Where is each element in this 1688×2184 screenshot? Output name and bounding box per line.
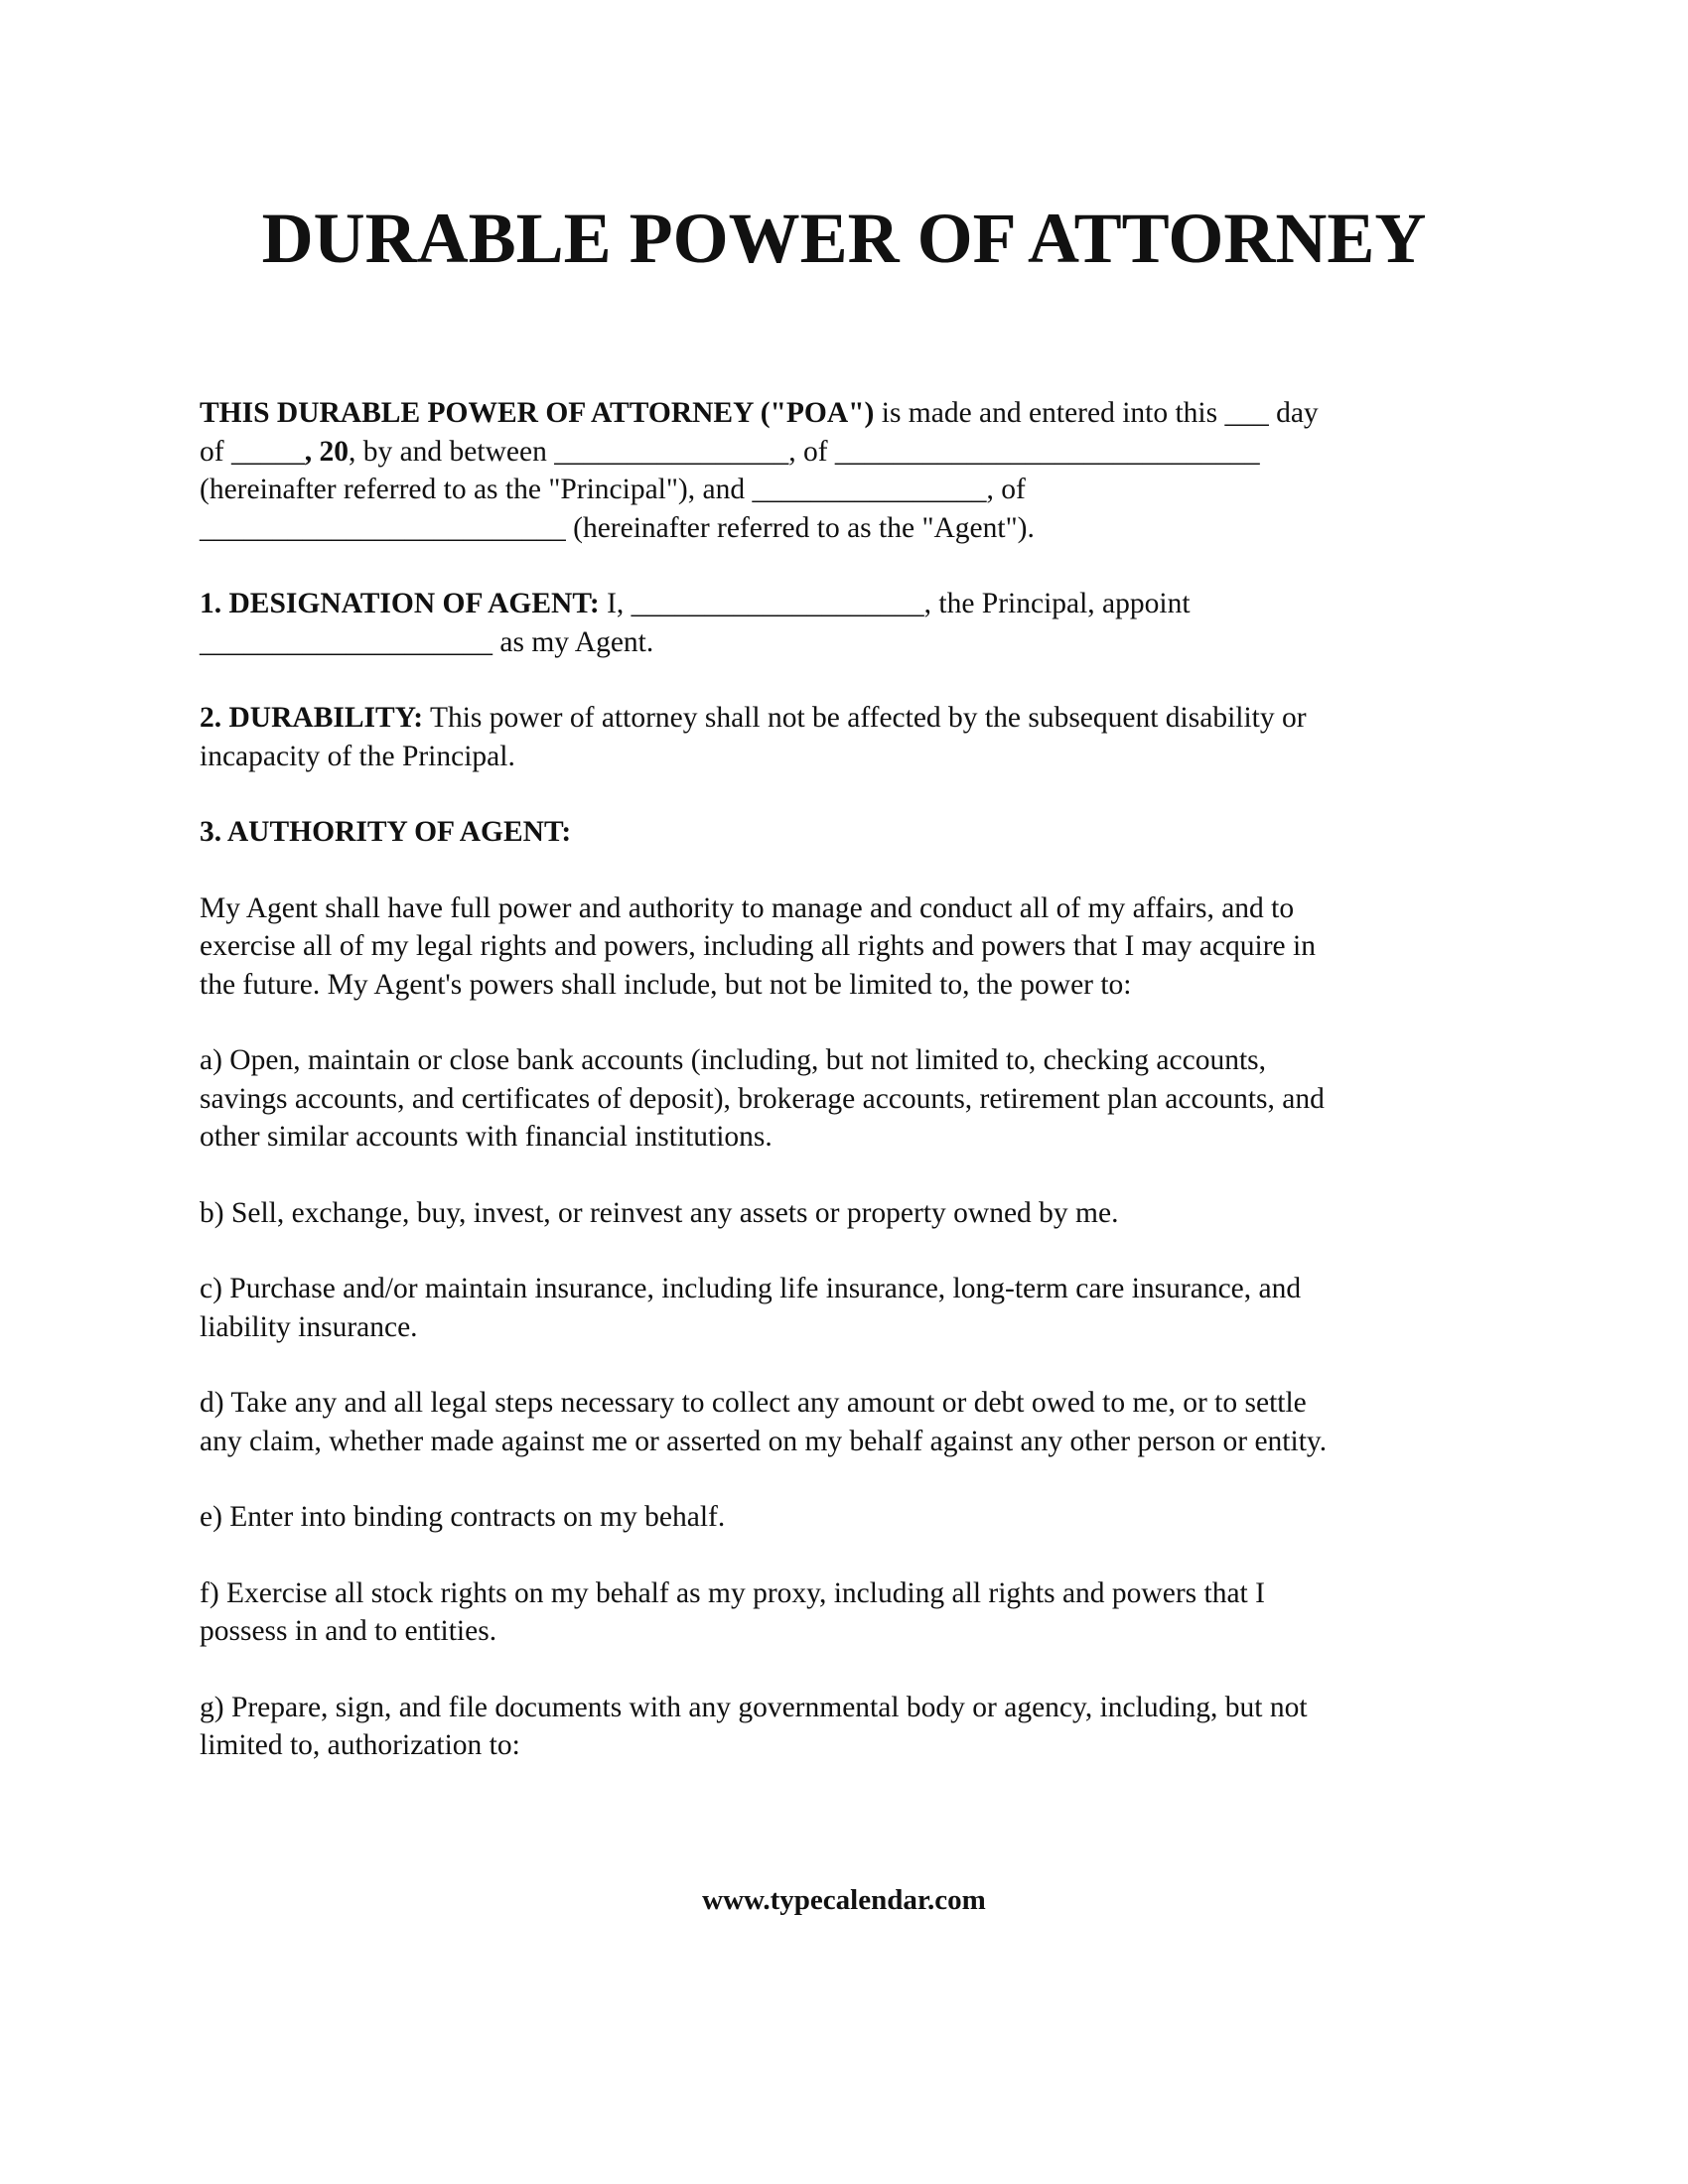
designation-line-1 bbox=[200, 585, 1490, 623]
section-designation bbox=[200, 585, 1490, 661]
intro-line-4: _________________________ (hereinafter referred to as the "Agent"). bbox=[200, 511, 1035, 544]
authority-intro-line: My Agent shall have full power and authority to manage and conduct all of my affairs, and to bbox=[200, 891, 1295, 924]
authority-item-a bbox=[200, 1041, 1490, 1157]
authority-item-d bbox=[200, 1384, 1490, 1460]
durability-line-1-rest: This power of attorney shall not be affected by the subsequent disability or bbox=[423, 702, 1307, 734]
intro-line-2-a: of _____ bbox=[200, 435, 305, 468]
item-line: g) Prepare, sign, and file documents with any governmental body or agency, including, but not bbox=[200, 1691, 1308, 1723]
item-line: f) Exercise all stock rights on my behalf as my proxy, including all rights and powers that I bbox=[200, 1576, 1265, 1609]
item-line: other similar accounts with financial institutions. bbox=[200, 1121, 773, 1153]
intro-year-bold: , 20 bbox=[304, 435, 349, 468]
document-title: DURABLE POWER OF ATTORNEY bbox=[261, 199, 1427, 278]
item-line: e) Enter into binding contracts on my behalf. bbox=[200, 1501, 726, 1533]
item-line: b) Sell, exchange, buy, invest, or reinvest any assets or property owned by me. bbox=[200, 1196, 1119, 1229]
authority-item-c bbox=[200, 1270, 1490, 1346]
item-line: liability insurance. bbox=[200, 1310, 418, 1343]
intro-line-2-b: , by and between ________________, of _____________________________ bbox=[348, 435, 1260, 468]
authority-item-e bbox=[200, 1498, 1490, 1537]
item-line: d) Take any and all legal steps necessary to collect any amount or debt owed to me, or to settle bbox=[200, 1387, 1307, 1419]
authority-item-f bbox=[200, 1574, 1490, 1651]
authority-intro-line: the future. My Agent's powers shall include, but not be limited to, the power to: bbox=[200, 968, 1132, 1001]
designation-heading: 1. DESIGNATION OF AGENT: bbox=[200, 588, 600, 619]
item-line: a) Open, maintain or close bank accounts (including, but not limited to, checking accounts, bbox=[200, 1044, 1266, 1076]
item-line: possess in and to entities. bbox=[200, 1615, 497, 1647]
intro-line-1-rest: is made and entered into this ___ day bbox=[874, 397, 1319, 429]
item-line: c) Purchase and/or maintain insurance, including life insurance, long-term care insurance, and bbox=[200, 1273, 1302, 1304]
authority-heading: 3. AUTHORITY OF AGENT: bbox=[200, 816, 572, 848]
item-line: any claim, whether made against me or asserted on my behalf against any other person or entity. bbox=[200, 1425, 1328, 1457]
authority-item-b bbox=[200, 1194, 1490, 1233]
designation-line-1-rest: I, ____________________, the Principal, appoint bbox=[599, 588, 1191, 619]
intro-line-2 bbox=[200, 433, 1490, 472]
section-durability bbox=[200, 699, 1490, 775]
authority-intro-line: exercise all of my legal rights and powers, including all rights and powers that I may acquire in bbox=[200, 930, 1316, 962]
authority-intro bbox=[200, 889, 1490, 1005]
durability-heading: 2. DURABILITY: bbox=[200, 702, 424, 734]
intro-line-3: (hereinafter referred to as the "Principal"), and ________________, of bbox=[200, 474, 1026, 505]
intro-paragraph bbox=[200, 394, 1490, 547]
document-body bbox=[200, 394, 1490, 1803]
item-line: savings accounts, and certificates of deposit), brokerage accounts, retirement plan accounts, and bbox=[200, 1082, 1325, 1115]
intro-bold-lead: THIS DURABLE POWER OF ATTORNEY ("POA") bbox=[200, 397, 875, 429]
durability-line-2: incapacity of the Principal. bbox=[200, 740, 515, 772]
footer-website-link[interactable]: www.typecalendar.com bbox=[702, 1884, 986, 1916]
designation-line-2: ____________________ as my Agent. bbox=[200, 625, 654, 658]
intro-line-1 bbox=[200, 394, 1490, 433]
item-line: limited to, authorization to: bbox=[200, 1729, 520, 1761]
authority-item-g bbox=[200, 1689, 1490, 1765]
durability-line-1 bbox=[200, 699, 1490, 738]
